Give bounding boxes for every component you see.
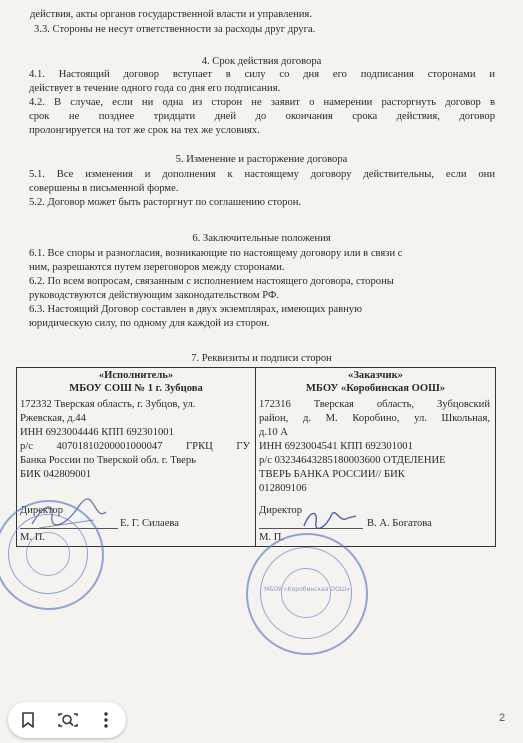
executor-mp: М. П. [20, 532, 46, 543]
executor-role: «Исполнитель» [98, 370, 174, 381]
text-line: 6.1. Все споры и разногласия, возникающие по настоящему договору или в связи с [29, 248, 403, 259]
text-line: ним, разрешаются путем переговоров между сторонами. [29, 262, 285, 273]
customer-line: ИНН 6923004541 КПП 692301001 [259, 441, 413, 452]
executor-name: МБОУ СОШ № 1 г. Зубцова [69, 383, 203, 394]
text-line: 5.1. Все изменения и дополнения к настоящему договору действительны, если они [29, 169, 495, 180]
executor-director-name: Е. Г. Силаева [120, 518, 179, 529]
text-line: срок не позднее тридцати дней до окончания срока действия, договор [29, 111, 495, 122]
image-toolbar [8, 702, 126, 738]
more-button[interactable] [94, 708, 118, 732]
bookmark-icon [20, 711, 36, 729]
executor-line: 172332 Тверская область, г. Зубцов, ул. [20, 399, 196, 410]
page-number: 2 [499, 712, 506, 724]
section-4-title: 4. Срок действия договора [201, 56, 322, 67]
more-vert-icon [103, 711, 109, 729]
customer-stamp-text: МБОУ «Коробинская ООШ» [264, 586, 350, 593]
executor-stamp [0, 500, 104, 610]
customer-line: район, д. М. Коробино, ул. Школьная, [259, 413, 490, 424]
text-line: 6.2. По всем вопросам, связанным с исполнением настоящего договора, стороны [29, 276, 394, 287]
text-line: 6.3. Настоящий Договор составлен в двух экземплярах, имеющих равную [29, 304, 362, 315]
customer-line: ТВЕРЬ БАНКА РОССИИ// БИК [259, 469, 405, 480]
text-line: действия, акты органов государственной власти и управления. [30, 9, 312, 20]
customer-mp: М. П. [259, 532, 285, 543]
text-line: 3.3. Стороны не несут ответственности за расходы друг друга. [34, 24, 316, 35]
executor-line: р/с 40701810200001000047 ГРКЦ ГУ [20, 441, 250, 452]
customer-director-name: В. А. Богатова [367, 518, 432, 529]
text-line: совершены в письменной форме. [29, 183, 179, 194]
customer-signature [300, 506, 360, 534]
customer-stamp [246, 533, 368, 655]
text-line: юридическую силу, по одному для каждой из сторон. [29, 318, 270, 329]
text-line: действует в течение одного года со дня его подписания. [29, 83, 281, 94]
customer-line: р/с 03234643285180003600 ОТДЕЛЕНИЕ [259, 455, 446, 466]
text-line: пролонгируется на тот же срок на тех же условиях. [29, 125, 260, 136]
executor-line: Банка России по Тверской обл. г. Тверь [20, 455, 196, 466]
executor-line: Ржевская, д.44 [20, 413, 86, 424]
text-line: 5.2. Договор может быть расторгнут по соглашению сторон. [29, 197, 302, 208]
customer-line: д.10 А [259, 427, 288, 438]
lens-search-icon [57, 711, 79, 729]
executor-director-label: Директор [20, 505, 63, 516]
customer-name: МБОУ «Коробинская ООШ» [305, 383, 446, 394]
section-7-title: 7. Реквизиты и подписи сторон [191, 353, 332, 364]
bookmark-button[interactable] [16, 708, 40, 732]
section-6-title: 6. Заключительные положения [192, 233, 331, 244]
executor-line: ИНН 6923004446 КПП 692301001 [20, 427, 174, 438]
text-line: 4.2. В случае, если ни одна из сторон не заявит о намерении расторгнуть договор в [29, 97, 495, 108]
executor-line: БИК 042809001 [20, 469, 92, 480]
customer-director-label: Директор [259, 505, 302, 516]
customer-line: 172316 Тверская область, Зубцовский [259, 399, 490, 410]
customer-line: 012809106 [259, 483, 307, 494]
customer-role: «Заказчик» [348, 370, 403, 381]
text-line: руководствуются действующим законодательством РФ. [29, 290, 279, 301]
section-5-title: 5. Изменение и расторжение договора [175, 154, 348, 165]
text-line: 4.1. Настоящий договор вступает в силу со дня его подписания сторонами и [29, 69, 495, 80]
lens-search-button[interactable] [56, 708, 80, 732]
